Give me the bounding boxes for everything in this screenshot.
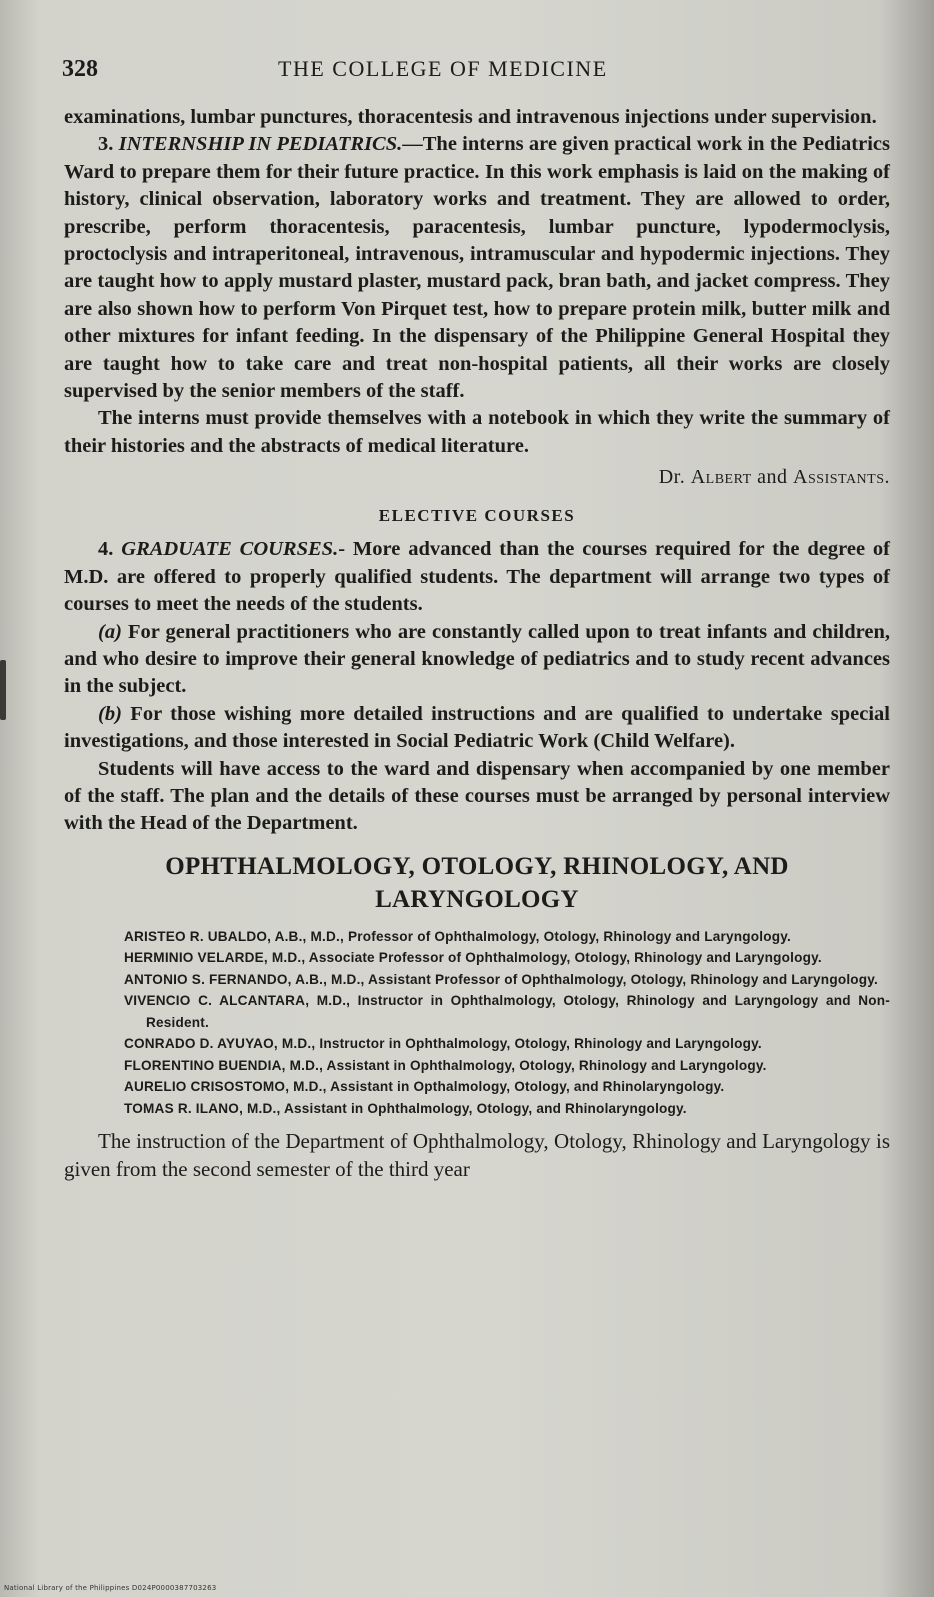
binding-edge-mark [0, 660, 6, 720]
item-number: 3. [98, 133, 119, 156]
page-body [64, 104, 890, 1183]
option-text: For those wishing more detailed instructions and are qualified to undertake special investigations, and those interested in Social Pediatric Work (Child Welfare). [64, 702, 890, 753]
paragraph-notebook: The interns must provide themselves with a notebook in which they write the summary of their histories and the abstracts of medical literature. [64, 407, 890, 457]
paragraph-internship [64, 131, 890, 405]
faculty-list [124, 926, 890, 1120]
signature-prefix: Dr. [658, 466, 691, 489]
item-title: GRADUATE COURSES. [121, 538, 339, 561]
paragraph-access: Students will have access to the ward and dispensary when accompanied by one member of the staff. The plan and the details of these courses must be arranged by personal interview with the Head of the Department. [64, 757, 890, 835]
faculty-entry: ARISTEO R. UBALDO, A.B., M.D., Professor of Ophthalmology, Otology, Rhinology and Laryngology. [124, 928, 792, 944]
faculty-entry: ANTONIO S. FERNANDO, A.B., M.D., Assistant Professor of Ophthalmology, Otology, Rhinology and Laryngology. [124, 971, 879, 987]
option-label: (b) [98, 702, 122, 725]
archive-footer-note: National Library of the Philippines D024P0000387703263 [4, 1584, 217, 1592]
item-number: 4. [98, 538, 122, 561]
paragraph-option-b [64, 701, 890, 756]
faculty-entry: FLORENTINO BUENDIA, M.D., Assistant in Ophthalmology, Otology, Rhinology and Laryngology. [124, 1057, 767, 1073]
running-title: THE COLLEGE OF MEDICINE [278, 56, 608, 81]
faculty-entry: VIVENCIO C. ALCANTARA, M.D., Instructor in Ophthalmology, Otology, Rhinology and Laryngology and Non-Resident. [124, 993, 890, 1030]
signature-name: Albert [690, 466, 752, 489]
option-text: For general practitioners who are constantly called upon to treat infants and children, and who desire to improve their general knowledge of pediatrics and to study recent advances in the subject. [64, 620, 890, 698]
department-title-line1: OPHTHALMOLOGY, OTOLOGY, RHINOLOGY, AND [165, 852, 789, 880]
paragraph-option-a [64, 619, 890, 701]
elective-courses-heading: ELECTIVE COURSES [378, 506, 576, 526]
department-title-line2: LARYNGOLOGY [375, 885, 579, 913]
paragraph-continuation: examinations, lumbar punctures, thoracentesis and intravenous injections under supervision. [64, 106, 877, 128]
paragraph-department-instruction: The instruction of the Department of Ophthalmology, Otology, Rhinology and Laryngology is given from the second semester of the third year [64, 1129, 890, 1182]
signature-assistants: Assistants [793, 466, 885, 489]
department-title [64, 850, 890, 916]
signature-period: . [884, 466, 890, 489]
item-title: INTERNSHIP IN PEDIATRICS. [118, 133, 403, 156]
page-header [62, 50, 882, 86]
signature [64, 462, 890, 492]
paragraph-graduate-courses [64, 536, 890, 618]
item-text: - More advanced than the courses required for the degree of M.D. are offered to properly qualified students. The department will arrange two types of courses to meet the needs of the students. [64, 538, 891, 616]
faculty-entry: HERMINIO VELARDE, M.D., Associate Professor of Ophthalmology, Otology, Rhinology and Laryngology. [124, 950, 822, 966]
item-text: —The interns are given practical work in the Pediatrics Ward to prepare them for their future practice. In this work emphasis is laid on the making of history, clinical observation, laboratory works and treatment. They are allowed to order, prescribe, perform thoracentesis, paracentesis, lumbar puncture, lypodermoclysis, proctoclysis and intraperitoneal, intravenous, intramuscular and hypodermic injections. They are taught how to apply mustard plaster, mustard pack, bran bath, and jacket compress. They are also shown how to perform Von Pirquet test, how to prepare protein milk, butter milk and other mixtures for infant feeding. In the dispensary of the Philippine General Hospital they are taught how to take care and treat non-hospital patients, all their works are closely supervised by the senior members of the staff. [64, 133, 890, 403]
page-number: 328 [62, 56, 98, 82]
faculty-entry: CONRADO D. AYUYAO, M.D., Instructor in Ophthalmology, Otology, Rhinology and Laryngology. [124, 1036, 762, 1052]
option-label: (a) [98, 620, 122, 643]
signature-conjunction: and [751, 466, 794, 489]
faculty-entry: AURELIO CRISOSTOMO, M.D., Assistant in Opthalmology, Otology, and Rhinolaryngology. [124, 1079, 725, 1095]
faculty-entry: TOMAS R. ILANO, M.D., Assistant in Ophthalmology, Otology, and Rhinolaryngology. [124, 1100, 687, 1116]
